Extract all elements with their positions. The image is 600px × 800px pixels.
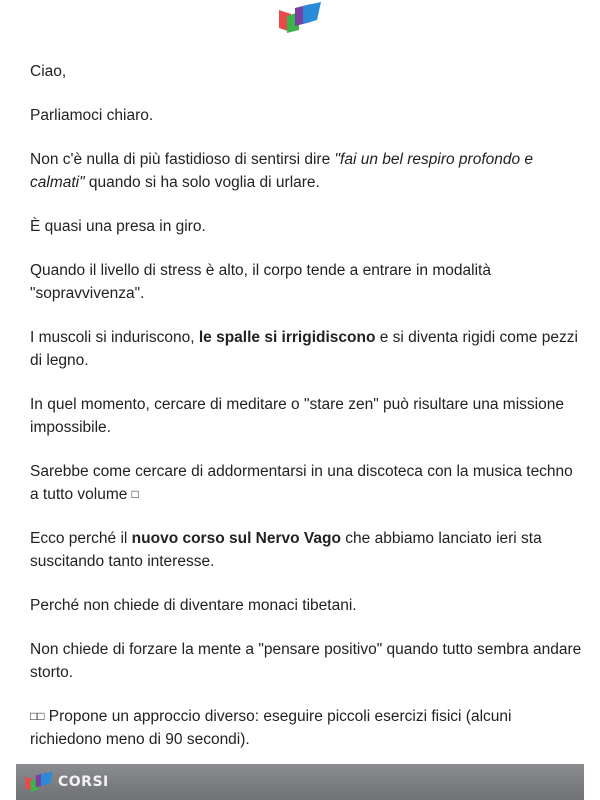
brand-logo-icon[interactable] — [277, 2, 323, 34]
paragraph-7 — [30, 460, 582, 506]
paragraph-8 — [30, 527, 582, 573]
paragraph-6: In quel momento, cercare di meditare o "stare zen" può risultare una missione impossibile. — [30, 396, 564, 436]
greeting: Ciao, — [30, 63, 67, 80]
p8-text-start: Ecco perché il — [30, 530, 132, 547]
p8-text-end: che abbiamo lanciato ieri sta suscitando tanto interesse. — [30, 530, 542, 570]
paragraph-4: Quando il livello di stress è alto, il corpo tende a entrare in modalità "sopravvivenza". — [30, 262, 491, 302]
brand-logo-icon — [24, 770, 54, 794]
missing-emoji-icon: □□ — [30, 709, 45, 723]
p5-bold-text: le spalle si irrigidiscono — [198, 329, 376, 346]
p5-text-end: e si diventa rigidi come pezzi di legno. — [30, 329, 578, 369]
p2-italic-quote: "fai un bel respiro profondo e calmati" — [30, 151, 534, 191]
course-banner[interactable] — [16, 764, 584, 800]
paragraph-3: È quasi una presa in giro. — [30, 218, 206, 235]
paragraph-9: Perché non chiede di diventare monaci tibetani. — [30, 597, 357, 614]
p8-bold-course-name: nuovo corso sul Nervo Vago — [131, 530, 341, 547]
email-header — [0, 0, 600, 40]
p5-text-start: I muscoli si induriscono, — [30, 329, 199, 346]
email-body — [30, 60, 582, 772]
paragraph-1: Parliamoci chiaro. — [30, 107, 154, 124]
paragraph-2 — [30, 148, 582, 194]
p2-text-end: quando si ha solo voglia di urlare. — [84, 174, 320, 191]
banner-label: CORSI — [58, 774, 109, 790]
missing-emoji-icon: □ — [131, 487, 139, 501]
paragraph-5 — [30, 326, 582, 372]
p2-text-start: Non c'è nulla di più fastidioso di sentirsi dire — [30, 151, 335, 168]
paragraph-11 — [30, 705, 582, 751]
p7-text: Sarebbe come cercare di addormentarsi in una discoteca con la musica techno a tutto volume — [30, 463, 573, 503]
paragraph-10: Non chiede di forzare la mente a "pensare positivo" quando tutto sembra andare storto. — [30, 641, 582, 681]
p11-text: Propone un approccio diverso: eseguire piccoli esercizi fisici (alcuni richiedono meno di 90 secondi). — [30, 708, 512, 748]
